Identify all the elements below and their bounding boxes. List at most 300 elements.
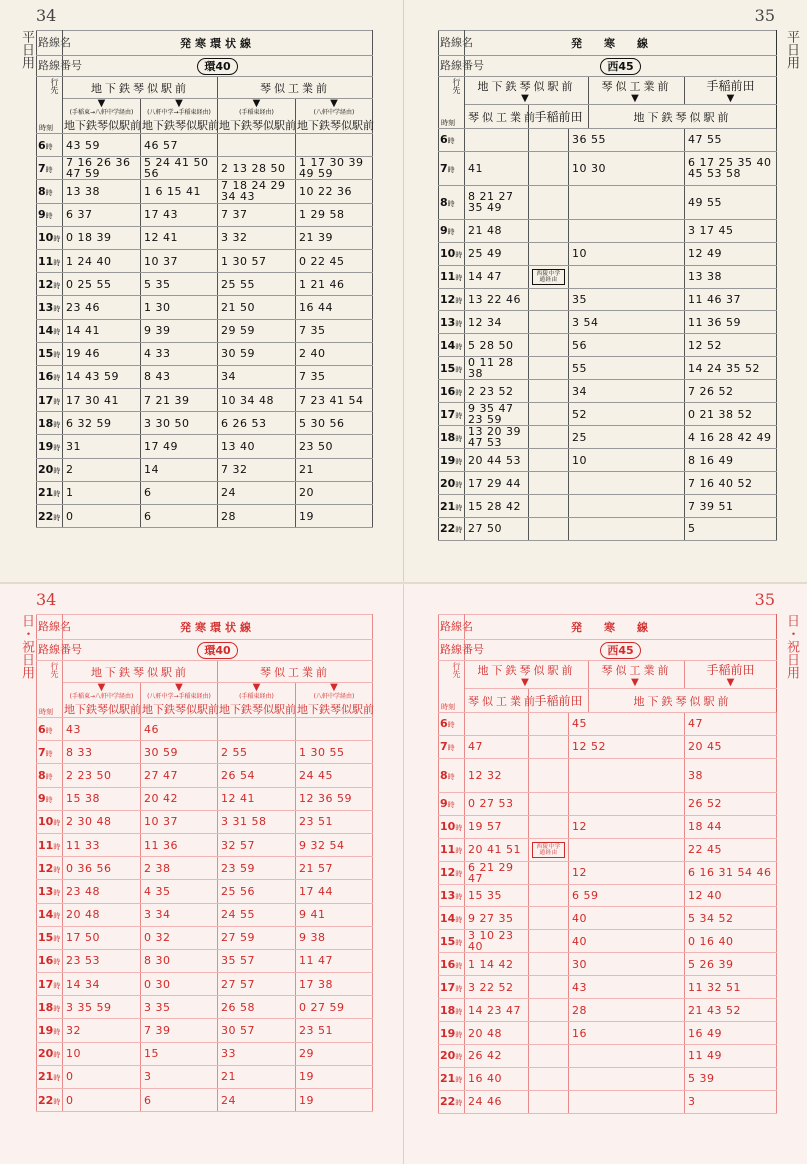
hour-value: 21 <box>38 486 54 500</box>
hour-value: 18 <box>38 416 54 430</box>
minutes-value: 17 30 41 <box>66 393 119 407</box>
minutes-value: 4 33 <box>144 347 171 361</box>
hour-cell <box>37 203 63 226</box>
route-number-label-text: 路線番号 <box>440 643 484 656</box>
minutes-cell <box>685 426 777 449</box>
hour-suffix: 時 <box>53 842 61 851</box>
minutes-value: 17 43 <box>144 208 178 222</box>
minutes-cell <box>63 226 141 249</box>
minutes-value: 30 59 <box>144 745 178 759</box>
hour-cell <box>439 1045 465 1068</box>
minutes-cell <box>465 426 529 449</box>
hour-value: 7 <box>38 161 46 175</box>
note-cell <box>529 930 569 953</box>
note-cell <box>529 792 569 815</box>
minutes-value: 0 <box>66 1070 74 1084</box>
minutes-value: 24 <box>221 1093 236 1107</box>
minutes-cell <box>465 449 529 472</box>
minutes-cell <box>296 1042 373 1065</box>
hour-cell <box>439 129 465 152</box>
hour-suffix: 時 <box>455 503 463 512</box>
minutes-value: 26 42 <box>468 1049 502 1063</box>
table-row <box>439 288 777 311</box>
minutes-value: 14 <box>144 463 159 477</box>
minutes-cell <box>218 1019 296 1042</box>
note-cell <box>529 1067 569 1090</box>
note-cell <box>529 472 569 495</box>
hour-value: 12 <box>440 293 456 306</box>
minutes-cell <box>569 1090 685 1113</box>
hour-value: 18 <box>440 430 456 444</box>
minutes-value: 20 41 51 <box>468 843 521 857</box>
minutes-value: 25 <box>572 430 587 444</box>
minutes-cell <box>465 495 529 518</box>
hour-cell <box>439 357 465 380</box>
minutes-cell <box>569 713 685 736</box>
hour-value: 8 <box>440 768 448 782</box>
minutes-value: 20 <box>299 486 314 500</box>
hour-cell <box>37 505 63 528</box>
table-row <box>439 999 777 1022</box>
minutes-cell <box>296 787 373 810</box>
table-row <box>439 735 777 758</box>
side-label <box>14 30 34 69</box>
minutes-cell <box>218 505 296 528</box>
destination-name: 琴似工業前 <box>468 110 538 124</box>
minutes-cell <box>141 296 218 319</box>
minutes-cell <box>685 907 777 930</box>
minutes-cell <box>465 792 529 815</box>
minutes-cell <box>63 857 141 880</box>
minutes-value: 13 22 46 <box>468 293 521 306</box>
hour-value: 11 <box>440 270 456 284</box>
minutes-cell <box>296 833 373 856</box>
minutes-cell <box>141 505 218 528</box>
note-cell <box>529 1022 569 1045</box>
timetable <box>438 30 777 541</box>
hour-cell <box>439 815 465 838</box>
minutes-value: 23 51 <box>299 1024 333 1038</box>
hour-value: 9 <box>38 792 46 806</box>
hour-suffix: 時 <box>455 388 463 397</box>
hour-suffix: 時 <box>455 1053 463 1062</box>
hour-value: 15 <box>38 347 54 361</box>
minutes-value: 0 <box>66 1093 74 1107</box>
minutes-value: 55 <box>572 361 587 375</box>
table-row <box>37 810 373 833</box>
minutes-value: 7 21 39 <box>144 393 190 407</box>
page-holiday-nishi45 <box>404 584 807 1164</box>
hour-cell <box>37 973 63 996</box>
destination-name: 地下鉄琴似駅前 <box>219 703 296 716</box>
minutes-value: 17 49 <box>144 440 178 454</box>
minutes-value: 10 <box>572 247 587 261</box>
destination-label: 行先 <box>50 78 59 94</box>
hour-cell <box>37 296 63 319</box>
minutes-cell <box>296 134 373 157</box>
side-label <box>779 30 799 69</box>
minutes-cell <box>465 219 529 242</box>
minutes-value: 20 44 53 <box>468 453 521 467</box>
hour-suffix: 時 <box>455 457 463 466</box>
minutes-cell <box>296 226 373 249</box>
minutes-cell <box>141 764 218 787</box>
hour-value: 14 <box>38 908 54 922</box>
note-cell <box>529 495 569 518</box>
minutes-cell <box>465 838 529 861</box>
hour-value: 15 <box>440 934 456 948</box>
minutes-cell <box>465 861 529 884</box>
hour-cell <box>37 319 63 342</box>
minutes-value: 30 59 <box>221 347 255 361</box>
hour-value: 6 <box>440 717 448 731</box>
minutes-value: 1 30 55 <box>299 745 345 759</box>
minutes-value: 12 32 <box>468 768 502 782</box>
minutes-value: 5 34 52 <box>688 911 734 925</box>
route-number-badge <box>465 56 777 77</box>
note-cell <box>529 265 569 288</box>
minutes-cell <box>685 219 777 242</box>
table-row <box>439 219 777 242</box>
minutes-value: 23 46 <box>66 300 100 314</box>
hour-suffix: 時 <box>53 865 61 874</box>
minutes-value: 1 30 <box>144 300 171 314</box>
minutes-cell <box>218 481 296 504</box>
minutes-value: 20 45 <box>688 740 722 754</box>
minutes-cell <box>218 903 296 926</box>
sub-destination-3 <box>218 683 296 718</box>
minutes-value: 11 33 <box>66 838 100 852</box>
minutes-cell <box>218 973 296 996</box>
down-arrow-icon: ▼ <box>726 93 735 104</box>
minutes-cell <box>569 838 685 861</box>
down-arrow-icon: ▼ <box>521 676 532 688</box>
minutes-cell <box>141 319 218 342</box>
route-title <box>63 615 373 640</box>
sub-destination-3 <box>589 105 777 129</box>
minutes-value: 40 <box>572 911 587 925</box>
minutes-value: 9 39 <box>144 324 171 338</box>
minutes-value: 6 37 <box>66 208 93 222</box>
minutes-cell <box>569 185 685 219</box>
minutes-cell <box>141 718 218 741</box>
minutes-cell <box>218 926 296 949</box>
note-cell <box>529 758 569 792</box>
table-row <box>37 296 373 319</box>
route-name-label <box>37 31 71 56</box>
via-note: (八軒中学→手稲東経由) <box>147 109 211 116</box>
hour-cell <box>439 311 465 334</box>
hour-value: 17 <box>38 977 54 991</box>
hour-suffix: 時 <box>45 796 53 805</box>
hour-suffix: 時 <box>455 1030 463 1039</box>
hour-cell <box>439 976 465 999</box>
page-weekday-kan40 <box>0 0 403 582</box>
hour-cell <box>439 907 465 930</box>
minutes-cell <box>465 976 529 999</box>
minutes-value: 11 36 59 <box>688 315 741 329</box>
minutes-cell <box>685 976 777 999</box>
minutes-value: 27 47 <box>144 768 178 782</box>
down-arrow-icon: ▼ <box>330 98 338 109</box>
minutes-cell <box>141 342 218 365</box>
minutes-cell <box>569 735 685 758</box>
hour-cell <box>37 1042 63 1065</box>
group-header-kotoni-station <box>465 77 589 105</box>
hour-value: 6 <box>38 138 46 152</box>
minutes-cell <box>218 1089 296 1112</box>
minutes-cell <box>296 973 373 996</box>
minutes-cell <box>465 472 529 495</box>
hour-suffix: 時 <box>455 365 463 374</box>
hour-suffix: 時 <box>53 1097 61 1106</box>
note-cell <box>529 151 569 185</box>
hour-value: 16 <box>440 957 456 971</box>
down-arrow-icon: ▼ <box>726 677 735 688</box>
minutes-value: 14 43 59 <box>66 370 119 384</box>
hour-suffix: 時 <box>455 870 463 879</box>
hour-suffix: 時 <box>53 958 61 967</box>
minutes-cell <box>465 1022 529 1045</box>
minutes-cell <box>569 930 685 953</box>
minutes-cell <box>63 973 141 996</box>
hour-suffix: 時 <box>455 938 463 947</box>
minutes-cell <box>296 389 373 412</box>
minutes-value: 35 57 <box>221 954 255 968</box>
minutes-value: 34 <box>221 370 236 384</box>
hour-suffix: 時 <box>53 912 61 921</box>
minutes-cell <box>63 1065 141 1088</box>
minutes-value: 9 38 <box>299 931 326 945</box>
down-arrow-icon: ▼ <box>175 98 183 109</box>
minutes-cell <box>218 180 296 203</box>
destination-name: 地下鉄琴似駅前 <box>219 119 296 132</box>
minutes-value: 3 10 23 40 <box>468 929 514 954</box>
minutes-cell <box>296 741 373 764</box>
minutes-value: 12 34 <box>468 315 502 329</box>
minutes-value: 10 37 <box>144 815 178 829</box>
minutes-value: 43 59 <box>66 138 100 152</box>
minutes-cell <box>218 764 296 787</box>
page-holiday-kan40 <box>0 584 403 1164</box>
minutes-cell <box>63 157 141 180</box>
minutes-value: 24 45 <box>299 768 333 782</box>
minutes-cell <box>465 242 529 265</box>
header-corner <box>439 77 465 129</box>
minutes-cell <box>218 458 296 481</box>
table-row <box>439 953 777 976</box>
minutes-cell <box>141 973 218 996</box>
minutes-cell <box>63 319 141 342</box>
down-arrow-icon: ▼ <box>631 676 642 688</box>
hour-suffix: 時 <box>45 212 53 221</box>
route-number-label-text: 路線番号 <box>440 59 484 72</box>
sub-destination-2 <box>141 99 218 134</box>
group-label: 手稲前田 <box>706 79 755 93</box>
hour-cell <box>439 1022 465 1045</box>
minutes-cell <box>569 472 685 495</box>
minutes-value: 28 <box>221 509 236 523</box>
minutes-value: 7 16 40 52 <box>688 476 753 490</box>
minutes-value: 0 36 56 <box>66 861 112 875</box>
destination-name: 手稲前田 <box>534 110 583 124</box>
minutes-value: 2 23 50 <box>66 768 112 782</box>
table-row <box>37 203 373 226</box>
minutes-cell <box>63 365 141 388</box>
note-cell <box>529 426 569 449</box>
destination-name: 地下鉄琴似駅前 <box>633 110 732 124</box>
hour-suffix: 時 <box>455 274 463 283</box>
minutes-value: 25 55 <box>221 277 255 291</box>
table-row <box>37 226 373 249</box>
table-row <box>37 365 373 388</box>
time-label: 時刻 <box>39 124 53 132</box>
table-row <box>37 1042 373 1065</box>
minutes-cell <box>63 833 141 856</box>
hour-value: 11 <box>440 843 456 857</box>
minutes-value: 10 <box>66 1047 81 1061</box>
minutes-cell <box>63 1019 141 1042</box>
minutes-value: 0 30 <box>144 977 171 991</box>
minutes-cell <box>141 926 218 949</box>
hour-cell <box>439 884 465 907</box>
table-row <box>37 412 373 435</box>
minutes-value: 23 59 <box>221 861 255 875</box>
hour-suffix: 時 <box>447 772 455 781</box>
minutes-cell <box>218 1042 296 1065</box>
minutes-cell <box>569 357 685 380</box>
minutes-value: 14 24 35 52 <box>688 361 760 375</box>
minutes-cell <box>685 495 777 518</box>
down-arrow-icon: ▼ <box>252 98 261 109</box>
minutes-cell <box>569 999 685 1022</box>
minutes-value: 47 <box>468 740 483 754</box>
hour-cell <box>439 999 465 1022</box>
note-cell <box>529 1090 569 1113</box>
minutes-cell <box>685 151 777 185</box>
hour-cell <box>439 758 465 792</box>
minutes-cell <box>141 741 218 764</box>
minutes-cell <box>465 1045 529 1068</box>
table-row <box>37 718 373 741</box>
route-number-label-text: 路線番号 <box>38 643 82 656</box>
hour-cell <box>37 412 63 435</box>
hour-cell <box>439 403 465 426</box>
minutes-cell <box>141 481 218 504</box>
minutes-cell <box>141 1019 218 1042</box>
minutes-value: 0 27 59 <box>299 1000 345 1014</box>
minutes-cell <box>63 764 141 787</box>
hour-cell <box>439 334 465 357</box>
minutes-cell <box>218 1065 296 1088</box>
minutes-value: 40 <box>572 934 587 948</box>
minutes-cell <box>685 792 777 815</box>
minutes-value: 4 16 28 42 49 <box>688 430 772 444</box>
minutes-cell <box>465 403 529 426</box>
minutes-cell <box>141 903 218 926</box>
minutes-cell <box>296 903 373 926</box>
via-note: (手稲東→八軒中学経由) <box>69 109 134 116</box>
group-label: 手稲前田 <box>706 663 755 677</box>
minutes-cell <box>296 412 373 435</box>
minutes-cell <box>63 1042 141 1065</box>
minutes-value: 17 38 <box>299 977 333 991</box>
minutes-value: 9 41 <box>299 908 326 922</box>
hour-cell <box>439 1067 465 1090</box>
hour-cell <box>439 838 465 861</box>
minutes-cell <box>685 999 777 1022</box>
minutes-cell <box>63 880 141 903</box>
hour-cell <box>37 787 63 810</box>
page-weekday-nishi45 <box>404 0 807 582</box>
note-cell <box>529 907 569 930</box>
table-row <box>37 505 373 528</box>
note-cell <box>529 403 569 426</box>
minutes-value: 1 <box>66 486 74 500</box>
minutes-value: 12 49 <box>688 247 722 261</box>
via-note: (手稲東→八軒中学経由) <box>69 693 134 700</box>
hour-suffix: 時 <box>53 420 61 429</box>
minutes-value: 5 30 56 <box>299 416 345 430</box>
minutes-cell <box>63 435 141 458</box>
route-number-label <box>439 56 484 77</box>
minutes-cell <box>218 296 296 319</box>
minutes-cell <box>569 861 685 884</box>
route-name-label <box>37 615 71 640</box>
minutes-cell <box>569 219 685 242</box>
note-cell <box>529 185 569 219</box>
minutes-cell <box>141 880 218 903</box>
minutes-value: 7 26 52 <box>688 384 734 398</box>
minutes-cell <box>296 273 373 296</box>
minutes-value: 19 46 <box>66 347 100 361</box>
minutes-value: 23 51 <box>299 815 333 829</box>
minutes-value: 0 22 45 <box>299 254 345 268</box>
minutes-value: 8 21 27 35 49 <box>468 190 514 215</box>
table-row <box>439 930 777 953</box>
destination-label: 行先 <box>452 662 461 678</box>
minutes-value: 23 50 <box>299 440 333 454</box>
minutes-value: 0 21 38 52 <box>688 407 753 421</box>
table-row <box>439 1090 777 1113</box>
hour-value: 12 <box>38 861 54 875</box>
minutes-value: 8 33 <box>66 745 93 759</box>
group-header-teine-maeda <box>685 77 777 105</box>
minutes-cell <box>465 151 529 185</box>
route-title <box>63 31 373 56</box>
minutes-cell <box>141 180 218 203</box>
hour-value: 12 <box>440 866 456 880</box>
hour-value: 17 <box>38 393 54 407</box>
note-cell <box>529 380 569 403</box>
sub-destination-2 <box>529 689 589 713</box>
hour-cell <box>439 288 465 311</box>
note-cell <box>529 953 569 976</box>
minutes-cell <box>296 157 373 180</box>
sub-destination-2 <box>529 105 589 129</box>
minutes-value: 0 16 40 <box>688 934 734 948</box>
minutes-cell <box>63 903 141 926</box>
minutes-cell <box>218 435 296 458</box>
hour-suffix: 時 <box>455 984 463 993</box>
destination-name: 地下鉄琴似駅前 <box>64 703 141 716</box>
hour-cell <box>439 185 465 219</box>
minutes-value: 3 30 50 <box>144 416 190 430</box>
group-header-kotoni-kogyo <box>589 77 685 105</box>
hour-suffix: 時 <box>455 961 463 970</box>
minutes-value: 11 46 37 <box>688 293 741 306</box>
route-name-label-text: 路線名 <box>38 620 71 633</box>
